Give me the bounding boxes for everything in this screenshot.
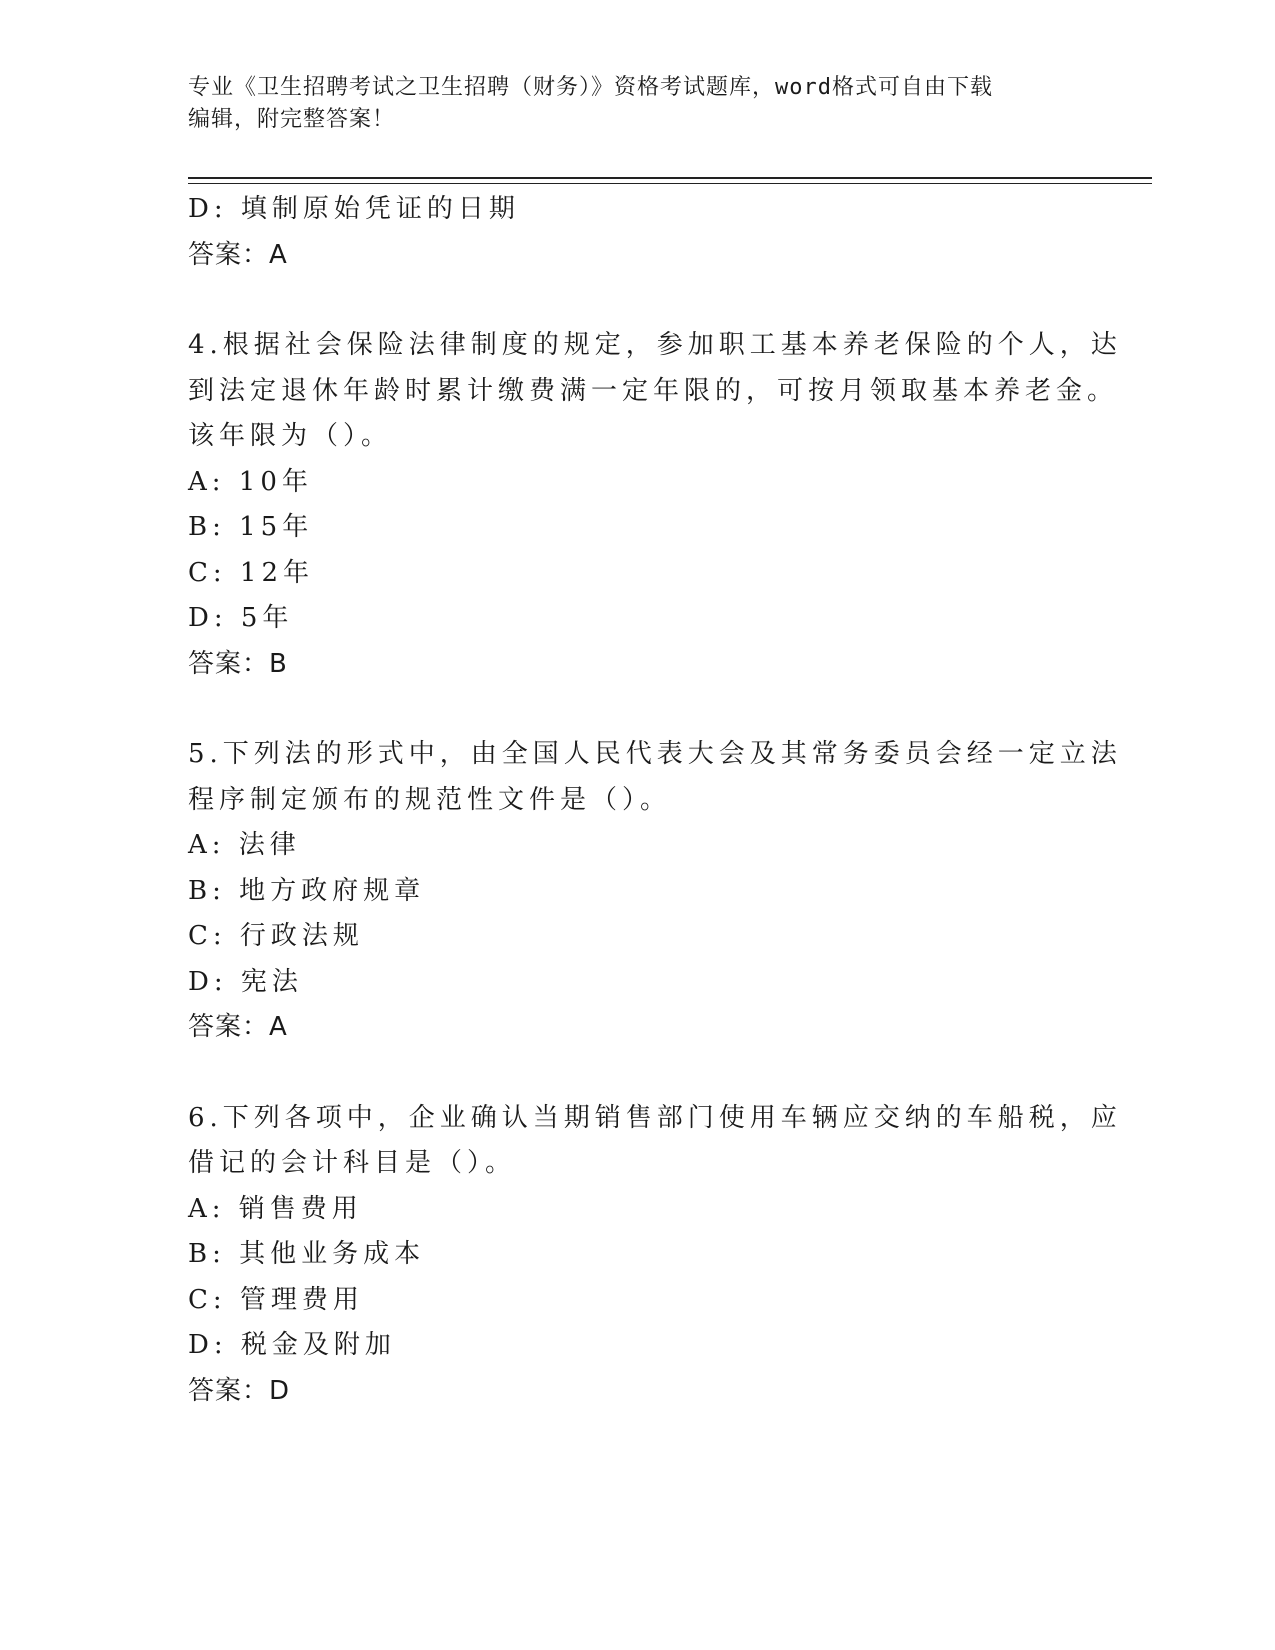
question-text-line: 到法定退休年龄时累计缴费满一定年限的，可按月领取基本养老金。 xyxy=(188,375,1119,406)
option-d: D: 宪法 xyxy=(188,966,303,997)
question-5 xyxy=(188,732,1122,1051)
answer-line: 答案：B xyxy=(188,648,288,679)
question-text-line: 5.下列法的形式中，由全国人民代表大会及其常务委员会经一定立法 xyxy=(188,739,1122,769)
header-line-1: 专业《卫生招聘考试之卫生招聘（财务）》资格考试题库，word格式可自由下载 xyxy=(188,75,993,100)
document-header xyxy=(188,72,1068,136)
option-a: A: 法律 xyxy=(188,830,301,860)
answer-line: 答案：A xyxy=(188,1012,288,1042)
question-text-line: 6.下列各项中，企业确认当期销售部门使用车辆应交纳的车船税，应 xyxy=(188,1102,1122,1133)
option-a: A: 10年 xyxy=(188,466,313,497)
option-d: D: 填制原始凭证的日期 xyxy=(188,194,520,224)
question-text-line: 该年限为（）。 xyxy=(188,421,393,451)
option-b: B: 其他业务成本 xyxy=(188,1239,426,1269)
spacer xyxy=(188,687,1068,732)
question-text-line: 借记的会计科目是（）。 xyxy=(188,1148,517,1178)
option-c: C: 管理费用 xyxy=(188,1284,364,1315)
question-content xyxy=(188,187,1122,1414)
option-a: A: 销售费用 xyxy=(188,1193,363,1224)
question-6 xyxy=(188,1096,1122,1415)
option-c: C: 行政法规 xyxy=(188,921,364,951)
header-divider-thin xyxy=(188,183,1152,184)
question-text-line: 程序制定颁布的规范性文件是（）。 xyxy=(188,784,672,815)
option-b: B: 地方政府规章 xyxy=(188,875,426,906)
header-line-2: 编辑，附完整答案！ xyxy=(188,107,396,132)
header-divider-thick xyxy=(188,177,1152,179)
option-b: B: 15年 xyxy=(188,512,314,542)
answer-line: 答案：D xyxy=(188,1375,291,1406)
question-3-tail xyxy=(188,187,1068,278)
question-text-line: 4.根据社会保险法律制度的规定，参加职工基本养老保险的个人，达 xyxy=(188,330,1122,360)
question-4 xyxy=(188,323,1122,687)
spacer xyxy=(188,1051,1068,1096)
answer-line: 答案：A xyxy=(188,239,288,270)
spacer xyxy=(188,278,1068,323)
option-d: D: 5年 xyxy=(188,603,294,633)
option-d: D: 税金及附加 xyxy=(188,1330,396,1360)
option-c: C: 12年 xyxy=(188,557,315,588)
